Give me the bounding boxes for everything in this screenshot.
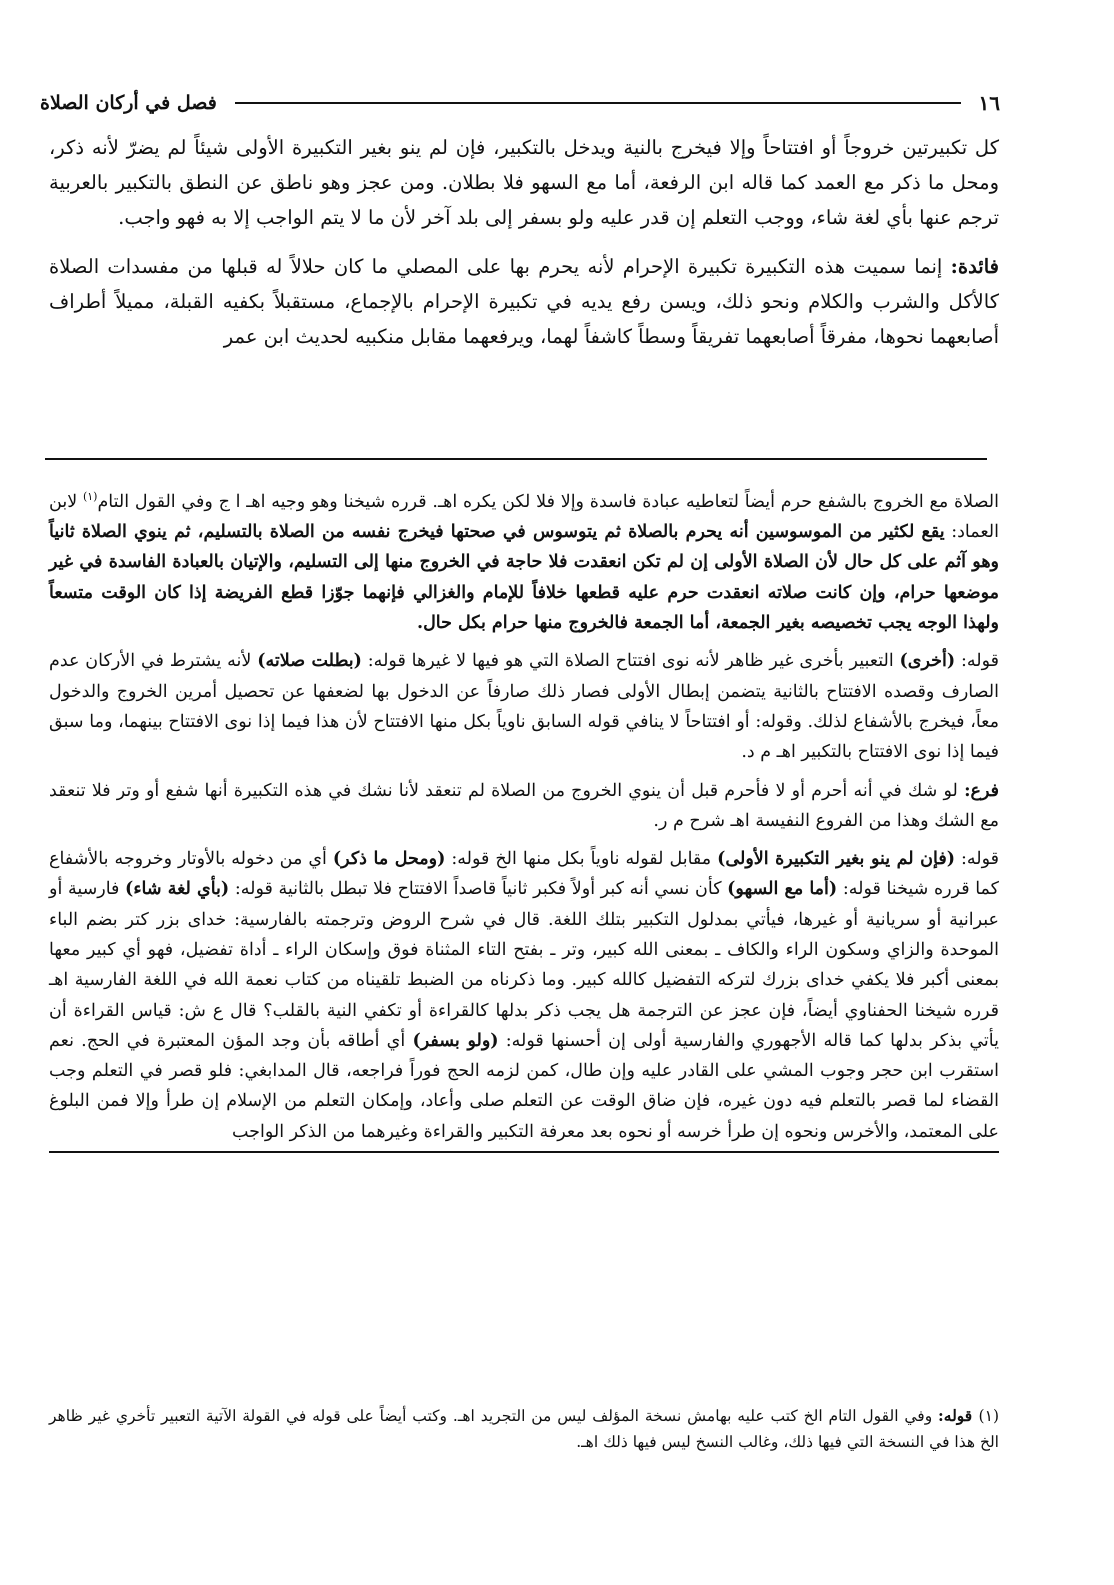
main-paragraph: كل تكبيرتين خروجاً أو افتتاحاً وإلا فيخرج بالنية ويدخل بالتكبير، فإن لم ينو بغير التكبيرة الأولى شيئاً لم يضرّ لأنه ذكر، ومحل ما ذكر مع العمد كما قاله ابن الرفعة، أما مع السهو فلا بطلان. ومن عجز وهو ناطق عن النطق بالتكبير بالعربية ترجم عنها بأي لغة شاء، ووجب التعلم إن قدر عليه ولو بسفر إلى بلد آخر لأن ما لا يتم الواجب إلا به فهو واجب. bbox=[49, 136, 999, 229]
commentary-paragraph: قوله: (أخرى) التعبير بأخرى غير ظاهر لأنه نوى افتتاح الصلاة التي هو فيها لا غيرها قوله: (بطلت صلاته) لأنه يشترط في الأركان عدم الصارف وقصده الافتتاح بالثانية يتضمن إبطال الأولى فصار ذلك صارفاً عن الدخول بها لضعفها عن تحصيل أمرين الخروج والدخول معاً، فيخرج بالأشفاع لذلك. وقوله: أو افتتاحاً لا ينافي قوله السابق ناوياً بكل منها الافتتاح لأن هذا فيما إذا نوى الافتتاح بينهما، وما سبق فيما إذا نوى الافتتاح بالتكبير اهـ م د. bbox=[49, 651, 999, 763]
commentary bbox=[49, 482, 999, 1153]
running-title: فصل في أركان الصلاة bbox=[40, 92, 217, 114]
main-paragraph-faida: فائدة: إنما سميت هذه التكبيرة تكبيرة الإحرام لأنه يحرم بها على المصلي ما كان حلالاً له قبلها من مفسدات الصلاة كالأكل والشرب والكلام ونحو ذلك، ويسن رفع يديه في تكبيرة الإحرام بالإجماع، مستقبلاً بكفيه القبلة، مميلاً أطراف أصابعهما نحوها، مفرقاً أصابعهما تفريقاً وسطاً كاشفاً لهما، ويرفعهما مقابل منكبيه لحديث ابن عمر bbox=[49, 255, 999, 348]
main-commentary-divider bbox=[45, 458, 987, 460]
commentary-paragraph: قوله: (فإن لم ينو بغير التكبيرة الأولى) مقابل لقوله ناوياً بكل منها الخ قوله: (ومحل ما ذكر) أي من دخوله بالأوتار وخروجه بالأشفاع كما قرره شيخنا قوله: (أما مع السهو) كأن نسي أنه كبر أولاً فكبر ثانياً قاصداً الافتتاح فلا تبطل بالثانية قوله: (بأي لغة شاء) فارسية أو عبرانية أو سريانية أو غيرها، فيأتي بمدلول التكبير بتلك اللغة. قال في شرح الروض وترجمته بالفارسية: خداى بزر كتر بضم الباء الموحدة والزاي وسكون الراء والكاف ـ بمعنى الله كبير، وتر ـ بفتح التاء المثناة فوق وإسكان الراء ـ أداة تفضيل، فهو أي كبير معها بمعنى أكبر فلا يكفي خداى بزرك لتركه التفضيل كالله كبير. وما ذكرناه من الضبط تلقيناه من كتاب نعمة الله في اللغة الفارسية اهـ قرره شيخنا الحفناوي أيضاً، فإن عجز عن الترجمة هل يجب ذكر بدلها كالقراءة أو تكفي النية بالقلب؟ قال ع ش: قياس القراءة أن يأتي بذكر بدلها كما قاله الأجهوري والفارسية أولى إن أحسنها قوله: (ولو بسفر) أي أطاقه بأن وجد المؤن المعتبرة في الحج. نعم استقرب ابن حجر وجوب المشي على القادر عليه وإن طال، كمن لزمه الحج فوراً فراجعه، قال المدابغي: فلو قصر في التعلم وجب القضاء لما قصر بالتعلم فيه دون غيره، فإن ضاق الوقت عن التعلم صلى وأعاد، وإمكان التعلم من الإسلام إن طرأ وإلا فمن البلوغ على المعتمد، والأخرس ونحوه إن طرأ خرسه أو نحوه بعد معرفة التكبير والقراءة وغيرهما من الذكر الواجب bbox=[49, 844, 999, 1153]
header-rule bbox=[235, 102, 961, 104]
footnote-reference: (١) bbox=[82, 490, 98, 503]
faida-label: فائدة: bbox=[950, 255, 999, 278]
main-text bbox=[49, 130, 999, 354]
page-number: ١٦ bbox=[978, 91, 1000, 115]
commentary-paragraph: الصلاة مع الخروج بالشفع حرم أيضاً لتعاطيه عبادة فاسدة وإلا فلا لكن يكره اهـ. قرره شيخنا وهو وجيه اهـ ا ج وفي القول التام$^{(١)}$ لابن العماد: يقع لكثير من الموسوسين أنه يحرم بالصلاة ثم يتوسوس في صحتها فيخرج نفسه من الصلاة بالتسليم، ثم ينوي الصلاة ثانياً وهو آثم على كل حال لأن الصلاة الأولى إن لم تكن انعقدت فلا حاجة في الخروج منها إلى التسليم، والإتيان بالعبادة الفاسدة في غير موضعها حرام، وإن كانت صلاته انعقدت حرم عليه قطعها خلافاً للإمام والغزالي فإنهما جوّزا قطع الفريضة إذا كان الوقت متسعاً ولهذا الوجه يجب تخصيصه بغير الجمعة، أما الجمعة فالخروج منها حرام بكل حال. bbox=[49, 490, 999, 634]
commentary-paragraph: فرع: لو شك في أنه أحرم أو لا فأحرم قبل أن ينوي الخروج من الصلاة لم تنعقد لأنا نشك في هذه التكبيرة أنها شفع أو وتر فلا تنعقد مع الشك وهذا من الفروع النفيسة اهـ شرح م ر. bbox=[49, 780, 999, 831]
footnote: (١) قوله: وفي القول التام الخ كتب عليه بهامش نسخة المؤلف ليس من التجريد اهـ. وكتب أيضاً على قوله في القولة الآتية التعبير تأخري غير ظاهر الخ هذا في النسخة التي فيها ذلك، وغالب النسخ ليس فيها ذلك اهـ. bbox=[49, 1406, 999, 1451]
footnote-marker: (١) bbox=[978, 1407, 999, 1425]
footnotes bbox=[49, 1403, 999, 1455]
page-header bbox=[40, 88, 1000, 118]
